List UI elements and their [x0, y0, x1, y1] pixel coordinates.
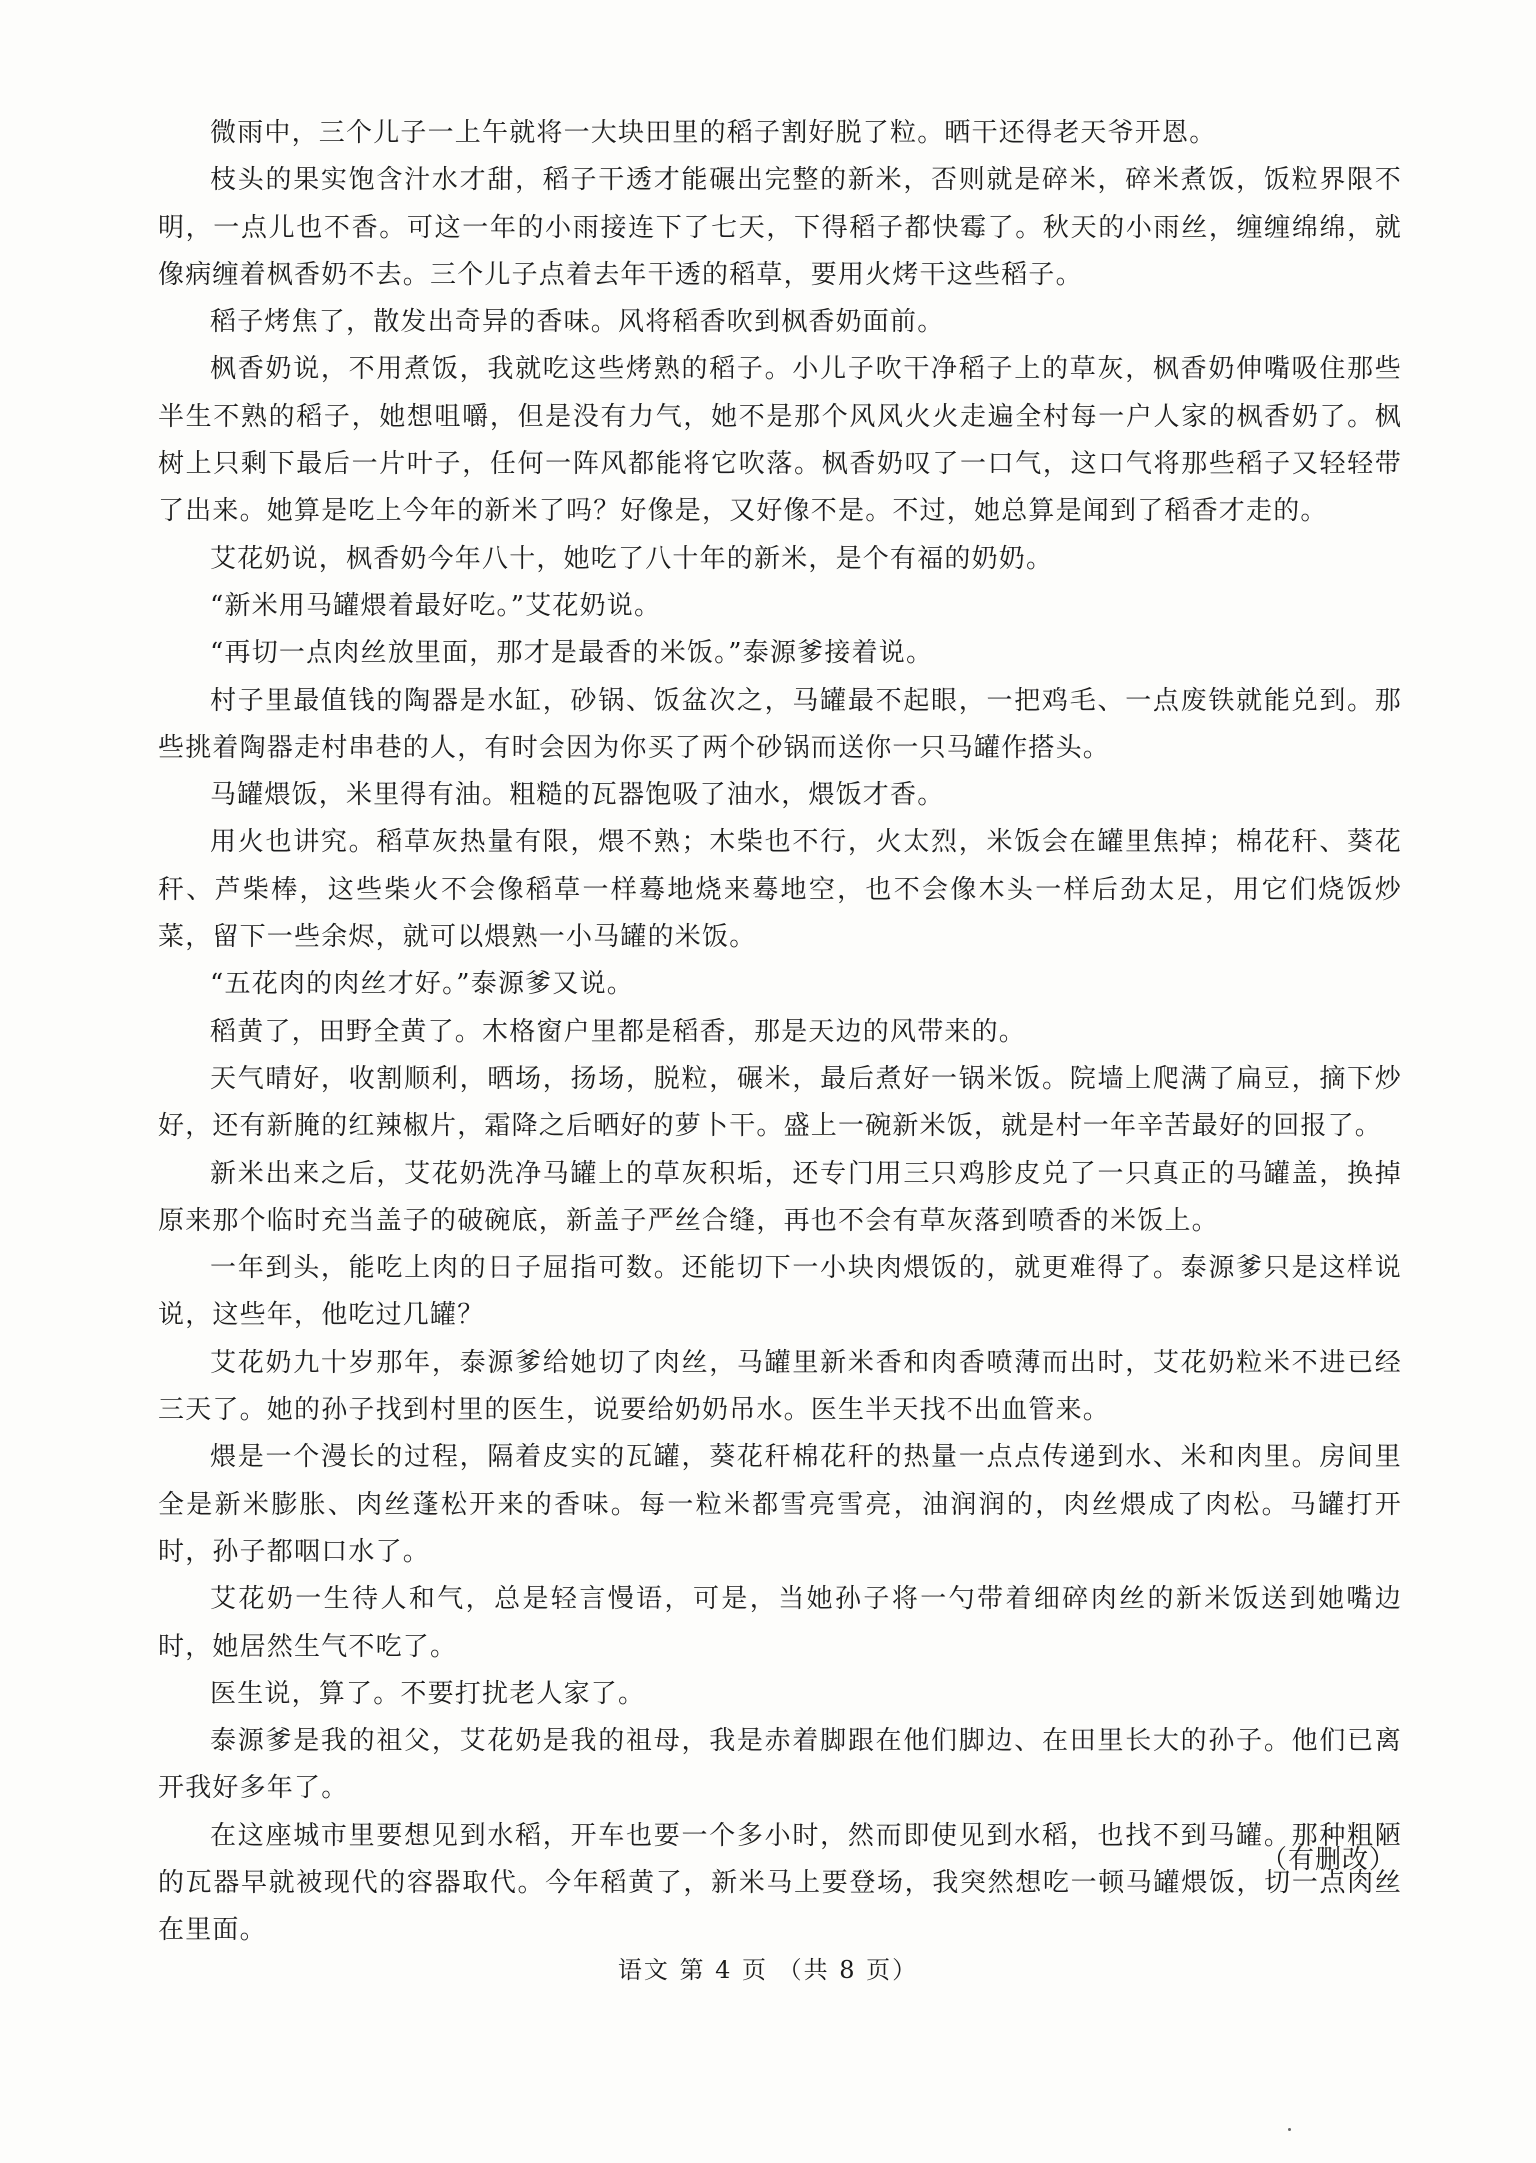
paragraph-14: 新米出来之后，艾花奶洗净马罐上的草灰积垢，还专门用三只鸡胗皮兑了一只真正的马罐盖，换掉原来那个临时充当盖子的破碗底，新盖子严丝合缝，再也不会有草灰落到喷香的米饭上。 — [158, 1158, 1402, 1236]
paragraph-19: 医生说，算了。不要打扰老人家了。 — [210, 1678, 646, 1709]
paragraph-12: 稻黄了，田野全黄了。木格窗户里都是稻香，那是天边的风带来的。 — [210, 1016, 1027, 1047]
paragraph-7: “再切一点肉丝放里面，那才是最香的米饭。”泰源爹接着说。 — [210, 638, 934, 669]
paragraph-3: 稻子烤焦了，散发出奇异的香味。风将稻香吹到枫香奶面前。 — [210, 307, 945, 338]
paragraph-20: 泰源爹是我的祖父，艾花奶是我的祖母，我是赤着脚跟在他们脚边、在田里长大的孙子。他们已离开我好多年了。 — [158, 1726, 1402, 1804]
paragraph-16: 艾花奶九十岁那年，泰源爹给她切了肉丝，马罐里新米香和肉香喷薄而出时，艾花奶粒米不进已经三天了。她的孙子找到村里的医生，说要给奶奶吊水。医生半天找不出血管来。 — [158, 1347, 1402, 1426]
paragraph-17: 煨是一个漫长的过程，隔着皮实的瓦罐，葵花秆棉花秆的热量一点点传递到水、米和肉里。房间里全是新米膨胀、肉丝蓬松开来的香味。每一粒米都雪亮雪亮，油润润的，肉丝煨成了肉松。马罐打开时，孙子都咽口水了。 — [158, 1442, 1402, 1567]
edit-note: （有删改） — [1260, 1845, 1396, 1875]
paragraph-18: 艾花奶一生待人和气，总是轻言慢语，可是，当她孙子将一勺带着细碎肉丝的新米饭送到她嘴边时，她居然生气不吃了。 — [158, 1584, 1402, 1662]
page-footer: 语文 第 4 页 （共 8 页） — [617, 1956, 919, 1984]
scan-speck — [1288, 2128, 1291, 2131]
paragraph-8: 村子里最值钱的陶器是水缸，砂锅、饭盆次之，马罐最不起眼，一把鸡毛、一点废铁就能兑到。那些挑着陶器走村串巷的人，有时会因为你买了两个砂锅而送你一只马罐作搭头。 — [158, 685, 1402, 763]
paragraph-11: “五花肉的肉丝才好。”泰源爹又说。 — [210, 969, 634, 1000]
paragraph-13: 天气晴好，收割顺利，晒场，扬场，脱粒，碾米，最后煮好一锅米饭。院墙上爬满了扁豆，摘下炒好，还有新腌的红辣椒片，霜降之后晒好的萝卜干。盛上一碗新米饭，就是村一年辛苦最好的回报了。 — [158, 1063, 1402, 1142]
paragraph-9: 马罐煨饭，米里得有油。粗糙的瓦器饱吸了油水，煨饭才香。 — [210, 780, 945, 811]
paragraph-10: 用火也讲究。稻草灰热量有限，煨不熟；木柴也不行，火太烈，米饭会在罐里焦掉；棉花秆、葵花秆、芦柴棒，这些柴火不会像稻草一样蓦地烧来蓦地空，也不会像木头一样后劲太足，用它们烧饭炒菜，留下一些余烬，就可以煨熟一小马罐的米饭。 — [158, 827, 1402, 953]
paragraph-4: 枫香奶说，不用煮饭，我就吃这些烤熟的稻子。小儿子吹干净稻子上的草灰，枫香奶伸嘴吸住那些半生不熟的稻子，她想咀嚼，但是没有力气，她不是那个风风火火走遍全村每一户人家的枫香奶了。枫树上只剩下最后一片叶子，任何一阵风都能将它吹落。枫香奶叹了一口气，这口气将那些稻子又轻轻带了出来。她算是吃上今年的新米了吗？好像是，又好像不是。不过，她总算是闻到了稻香才走的。 — [158, 354, 1402, 527]
reading-passage — [158, 110, 1402, 1955]
paragraph-21: 在这座城市里要想见到水稻，开车也要一个多小时，然而即使见到水稻，也找不到马罐。那种粗陋的瓦器早就被现代的容器取代。今年稻黄了，新米马上要登场，我突然想吃一顿马罐煨饭，切一点肉丝在里面。 — [158, 1820, 1402, 1946]
paragraph-1: 微雨中，三个儿子一上午就将一大块田里的稻子割好脱了粒。晒干还得老天爷开恩。 — [210, 118, 1217, 148]
paragraph-6: “新米用马罐煨着最好吃。”艾花奶说。 — [210, 590, 662, 621]
paragraph-15: 一年到头，能吃上肉的日子屈指可数。还能切下一小块肉煨饭的，就更难得了。泰源爹只是这样说说，这些年，他吃过几罐？ — [158, 1253, 1402, 1331]
paragraph-5: 艾花奶说，枫香奶今年八十，她吃了八十年的新米，是个有福的奶奶。 — [210, 543, 1054, 574]
paragraph-2: 枝头的果实饱含汁水才甜，稻子干透才能碾出完整的新米，否则就是碎米，碎米煮饭，饭粒界限不明，一点儿也不香。可这一年的小雨接连下了七天，下得稻子都快霉了。秋天的小雨丝，缠缠绵绵，就像病缠着枫香奶不去。三个儿子点着去年干透的稻草，要用火烤干这些稻子。 — [158, 165, 1402, 290]
